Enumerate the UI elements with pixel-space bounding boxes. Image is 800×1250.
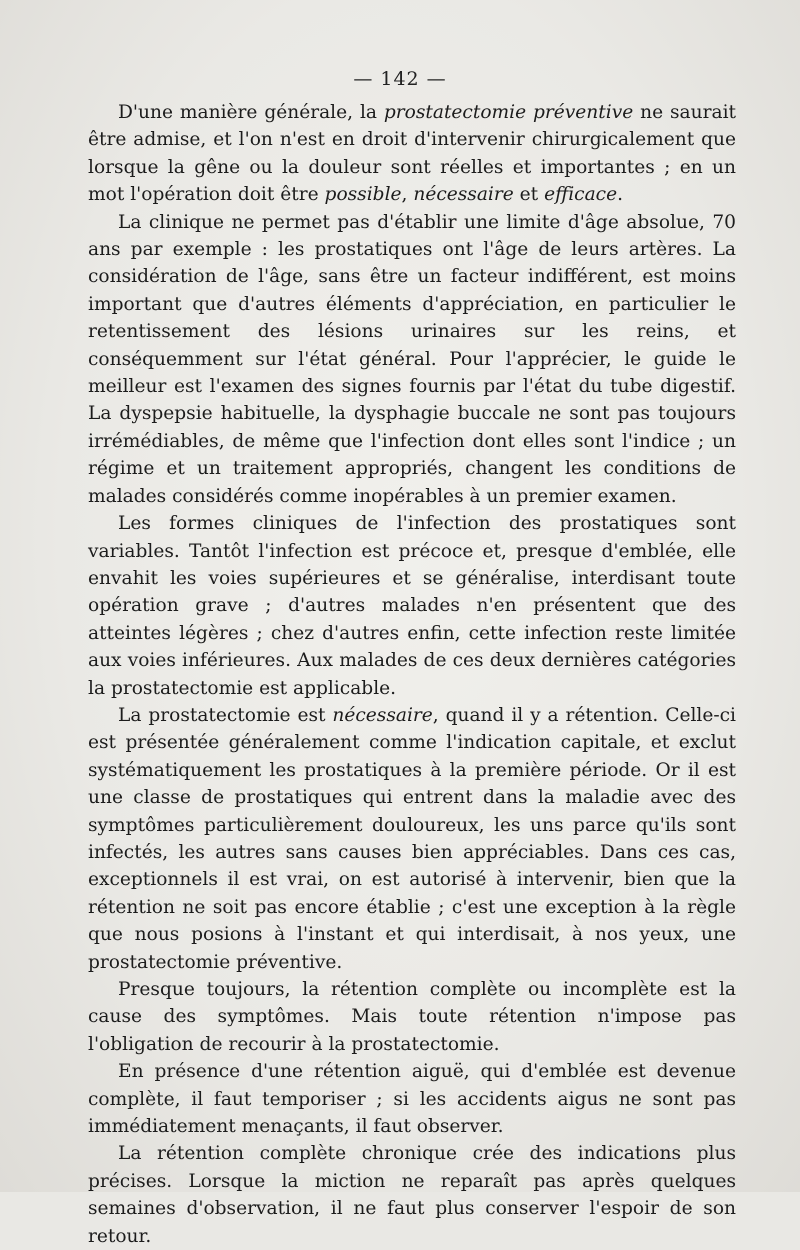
italic-text: prostatectomie préventive: [383, 102, 634, 123]
text-run: , quand il y a rétention. Celle-ci est présentée généralement comme l'indication capitale, et exclut systématiquement les prostatiques à la première période. Or il est une classe de prostatiques qui entrent dans la maladie avec des symptômes particulièrement douloureux, les uns parce qu'ils sont infectés, les autres sans causes bien appréciables. Dans ces cas, exceptionnels il est vrai, on est autorisé à intervenir, bien que la rétention ne soit pas encore établie ; c'est une exception à la règle que nous posions à l'instant et qui interdisait, à nos yeux, une prostatectomie préventive.: [88, 704, 737, 973]
paragraph: [88, 1140, 736, 1250]
page-number: — 142 —: [353, 68, 447, 90]
paragraph: [88, 702, 736, 976]
text-run: ,: [401, 184, 414, 206]
text-run: .: [617, 184, 624, 206]
text-run: et: [513, 184, 545, 206]
text-run: En présence d'une rétention aiguë, qui d'emblée est devenue complète, il faut temporiser ; si les accidents aigus ne sont pas immédiatement menaçants, il faut observer.: [88, 1061, 736, 1138]
text-run: Presque toujours, la rétention complète ou incomplète est la cause des symptômes. Mais toute rétention n'impose pas l'obligation de recourir à la prostatectomie.: [88, 979, 736, 1055]
text-run: La prostatectomie est: [118, 704, 333, 726]
paragraph: [88, 1058, 736, 1140]
italic-text: possible: [324, 184, 402, 206]
text-run: La rétention complète chronique crée des indications plus précises. Lorsque la miction ne reparaît pas après quelques semaines d'observation, il ne faut plus conserver l'espoir de son retour.: [88, 1143, 736, 1247]
paragraph: [88, 99, 736, 209]
paragraph: [88, 976, 736, 1058]
italic-text: efficace: [544, 184, 618, 206]
italic-text: nécessaire: [413, 184, 514, 206]
text-run: Les formes cliniques de l'infection des prostatiques sont variables. Tantôt l'infection est précoce et, presque d'emblée, elle envahit les voies supérieures et se généralise, interdisant toute opération grave ; d'autres malades n'en présentent que des atteintes légères ; chez d'autres enfin, cette infection reste limitée aux voies inférieures. Aux malades de ces deux dernières catégories la prostatectomie est applicable.: [88, 513, 736, 699]
paragraph: [88, 209, 736, 510]
text-run: La clinique ne permet pas d'établir une limite d'âge absolue, 70 ans par exemple : les prostatiques ont l'âge de leurs artères. La considération de l'âge, sans être un facteur indifférent, est moins important que d'autres éléments d'appréciation, en particulier le retentissement des lésions urinaires sur les reins, et conséquemment sur l'état général. Pour l'apprécier, le guide le meilleur est l'examen des signes fournis par l'état du tube digestif. La dyspepsie habituelle, la dysphagie buccale ne sont pas toujours irrémédiables, de même que l'infection dont elles sont l'indice ; un régime et un traitement appropriés, changent les conditions de malades considérés comme inopérables à un premier examen.: [88, 211, 736, 507]
italic-text: nécessaire: [332, 704, 433, 726]
text-run: ne saurait être admise, et l'on n'est en droit d'intervenir chirurgicalement que lorsque la gêne ou la douleur sont réelles et importantes ; en un mot l'opération doit être: [88, 102, 737, 206]
paragraph: [88, 510, 736, 702]
body-text: [88, 99, 736, 1250]
text-run: D'une manière générale, la: [118, 102, 384, 123]
